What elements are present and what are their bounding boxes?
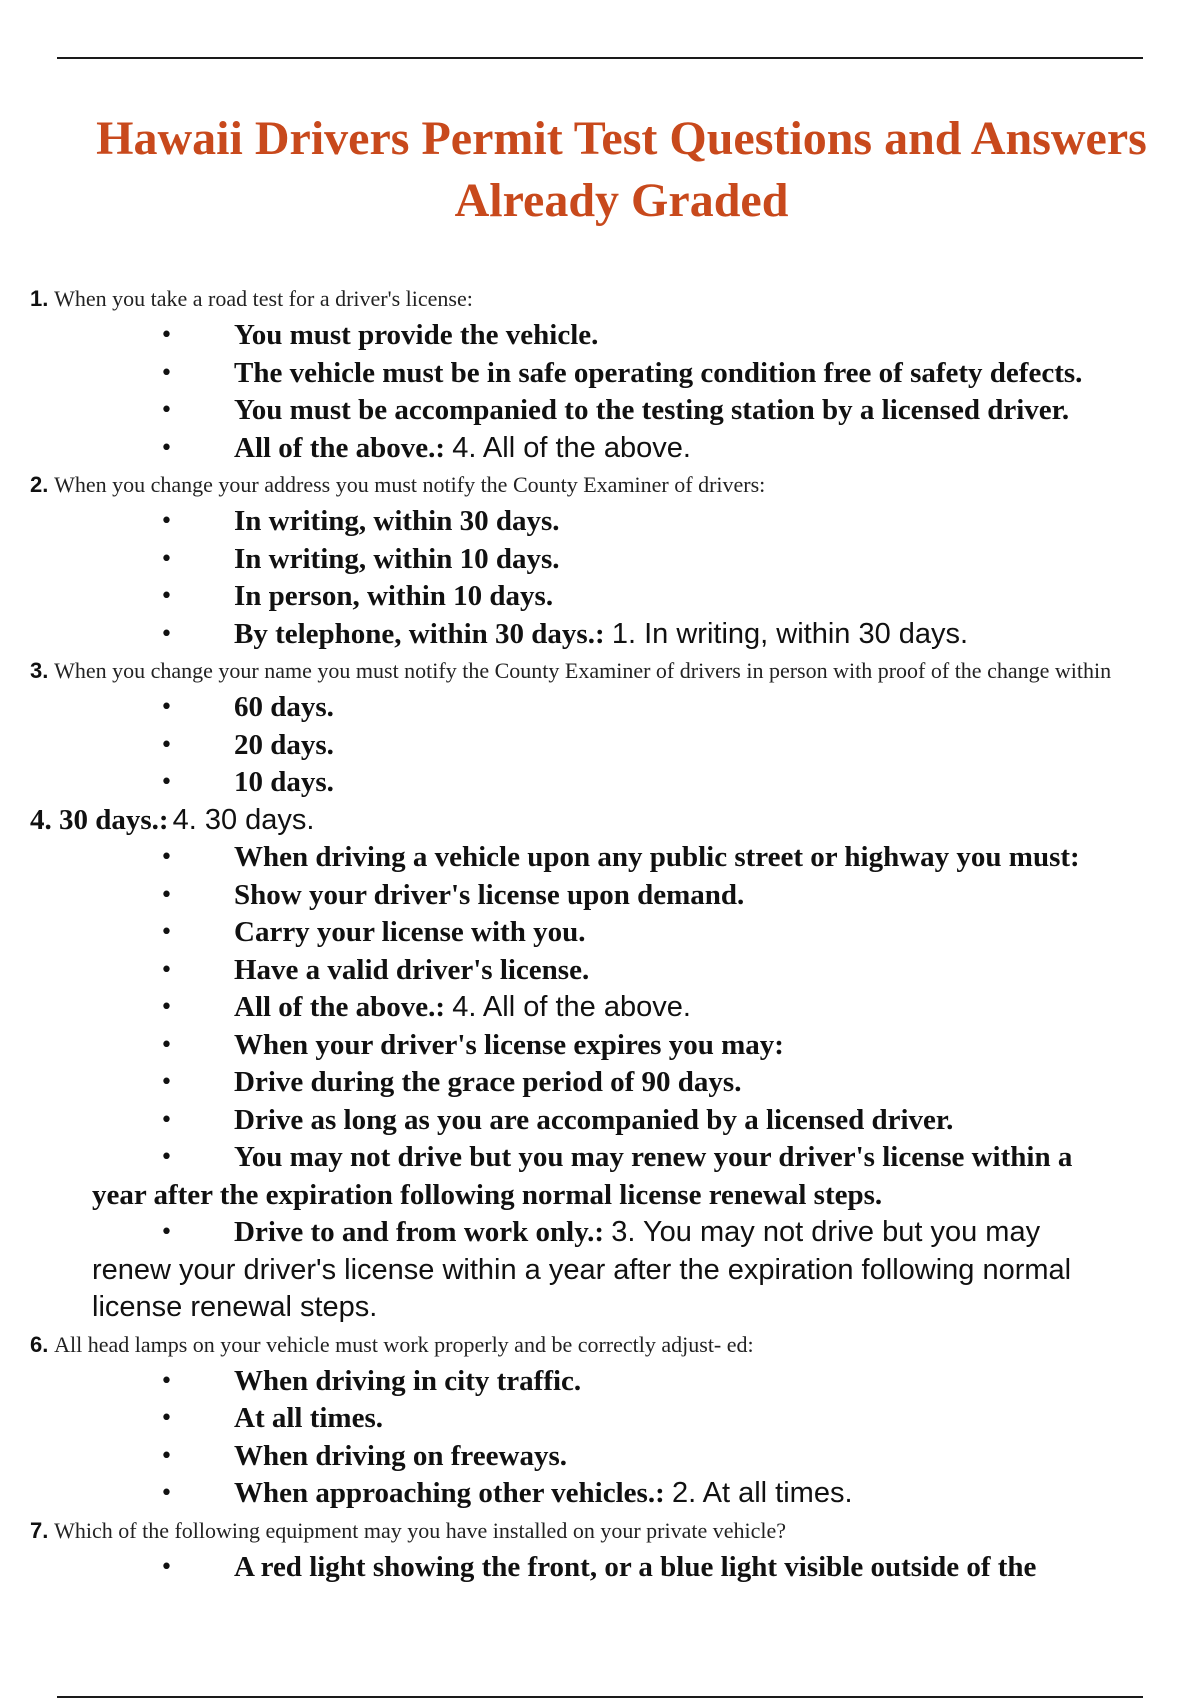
answer-text: 4. All of the above. [452,431,691,464]
question-7 [30,1513,1200,1549]
option-text: In writing, within 30 days. [234,505,560,537]
bullet-icon: • [160,1554,173,1580]
option-with-answer [234,1214,1040,1252]
option-text: Drive as long as you are accompanied by a licensed driver. [234,1103,954,1136]
document-title [30,108,1200,232]
option-text: You may not drive but you may renew your driver's license within a [234,1141,1073,1173]
answer-text: 1. In writing, within 30 days. [611,617,969,650]
option-item [30,503,1200,541]
question-text: Which of the following equipment may you have installed on your private vehicle? [54,1517,787,1543]
option-item [30,541,1200,579]
question-number: 7. [30,1517,49,1543]
option-text: In person, within 10 days. [234,580,554,612]
answer-text: renew your driver's license within a year after the expiration following normal [92,1253,1072,1286]
bullet-icon: • [160,621,173,647]
option-text: In writing, within 10 days. [234,542,560,575]
bullet-icon: • [160,323,173,348]
bullet-icon: • [160,1107,173,1133]
option-text: 10 days. [234,766,334,798]
option-item [30,914,1200,952]
bullet-icon: • [160,882,173,908]
bullet-icon: • [160,920,173,945]
answer-text: 2. At all times. [671,1477,853,1509]
question-4 [30,839,1200,877]
bullet-icon: • [160,1481,173,1506]
question-list [30,281,1200,1586]
option-text: You must provide the vehicle. [234,319,599,351]
top-rule [57,57,1143,59]
option-text: At all times. [234,1402,383,1434]
option-item [30,1363,1200,1401]
answer-continuation [30,1252,1200,1290]
option-item [30,392,1200,430]
option-text: All of the above.: [234,431,446,464]
question-number: 2. [30,472,49,497]
bullet-icon: • [160,546,173,572]
bullet-icon: • [160,1220,173,1245]
option-text: All of the above.: [234,991,446,1023]
bullet-icon: • [160,435,173,461]
option-with-answer [234,1475,853,1513]
bullet-icon: • [160,1368,173,1394]
question-5 [30,1027,1200,1065]
question-text: When your driver's license expires you may: [234,1028,784,1061]
bullet-icon: • [160,360,173,386]
bullet-icon: • [160,995,173,1020]
option-item [30,578,1200,616]
question-number: 3. [30,658,49,683]
option-item [30,1064,1200,1102]
option-item [30,952,1200,990]
question-6 [30,1327,1200,1363]
option-item [30,989,1200,1027]
option-with-answer [234,616,968,654]
option-text: When approaching other vehicles.: [234,1477,665,1509]
option-item [30,727,1200,765]
option-item [30,1438,1200,1476]
bullet-icon: • [160,770,173,795]
option-item [30,877,1200,915]
question-number: 6. [30,1331,49,1357]
option-text: Drive during the grace period of 90 days. [234,1066,742,1098]
option-text: 4. 30 days.: [30,803,169,836]
title-line-2: Already Graded [454,174,789,227]
question-text: All head lamps on your vehicle must work properly and be correctly adjust- ed: [54,1331,754,1357]
question-3 [30,653,1200,689]
answer-continuation [30,1289,1200,1327]
answer-text: 4. All of the above. [452,991,691,1023]
option-item [30,689,1200,727]
question-2 [30,467,1200,503]
option-with-answer [30,802,1200,840]
question-text: When you change your address you must notify the County Examiner of drivers: [54,472,766,497]
option-text: A red light showing the front, or a blue light visible outside of the [234,1550,1037,1583]
bullet-icon: • [160,398,173,423]
option-text: You must be accompanied to the testing station by a licensed driver. [234,394,1070,426]
option-item [30,317,1200,355]
question-text: When you take a road test for a driver's license: [54,286,473,311]
option-text: 60 days. [234,691,334,723]
question-text: When driving a vehicle upon any public street or highway you must: [234,841,1080,873]
option-item [30,616,1200,654]
option-text: Have a valid driver's license. [234,953,590,986]
option-item [30,1102,1200,1140]
option-with-answer [234,989,691,1027]
option-text: Carry your license with you. [234,916,586,948]
bottom-rule [57,1696,1143,1698]
title-line-1: Hawaii Drivers Permit Test Questions and Answers [96,112,1147,165]
bullet-icon: • [160,1032,173,1058]
option-text: Drive to and from work only.: [234,1216,605,1248]
answer-text: 4. 30 days. [172,803,315,836]
option-item [30,1475,1200,1513]
bullet-icon: • [160,695,173,720]
option-item [30,1400,1200,1438]
answer-text: license renewal steps. [92,1291,378,1323]
option-text: year after the expiration following normal license renewal steps. [92,1178,883,1211]
option-text: 20 days. [234,728,334,761]
option-text: When driving on freeways. [234,1439,567,1472]
question-1 [30,281,1200,317]
question-number: 1. [30,286,49,311]
answer-text: 3. You may not drive but you may [611,1216,1041,1248]
bullet-icon: • [160,1070,173,1095]
option-with-answer [234,430,691,468]
option-continuation [30,1177,1200,1215]
bullet-icon: • [160,509,173,534]
option-item [30,355,1200,393]
question-text: When you change your name you must notify the County Examiner of drivers in person with proof of the change within [54,658,1112,683]
option-text: By telephone, within 30 days.: [234,617,605,650]
option-item [30,1214,1200,1252]
bullet-icon: • [160,957,173,983]
bullet-icon: • [160,1406,173,1431]
option-item [30,1549,1200,1587]
option-text: The vehicle must be in safe operating condition free of safety defects. [234,356,1083,389]
option-item [30,430,1200,468]
option-text: When driving in city traffic. [234,1364,582,1397]
option-item [30,1139,1200,1177]
option-text: Show your driver's license upon demand. [234,878,745,911]
option-item [30,764,1200,802]
bullet-icon: • [160,1443,173,1469]
bullet-icon: • [160,732,173,758]
bullet-icon: • [160,1145,173,1170]
bullet-icon: • [160,845,173,870]
bullet-icon: • [160,584,173,609]
